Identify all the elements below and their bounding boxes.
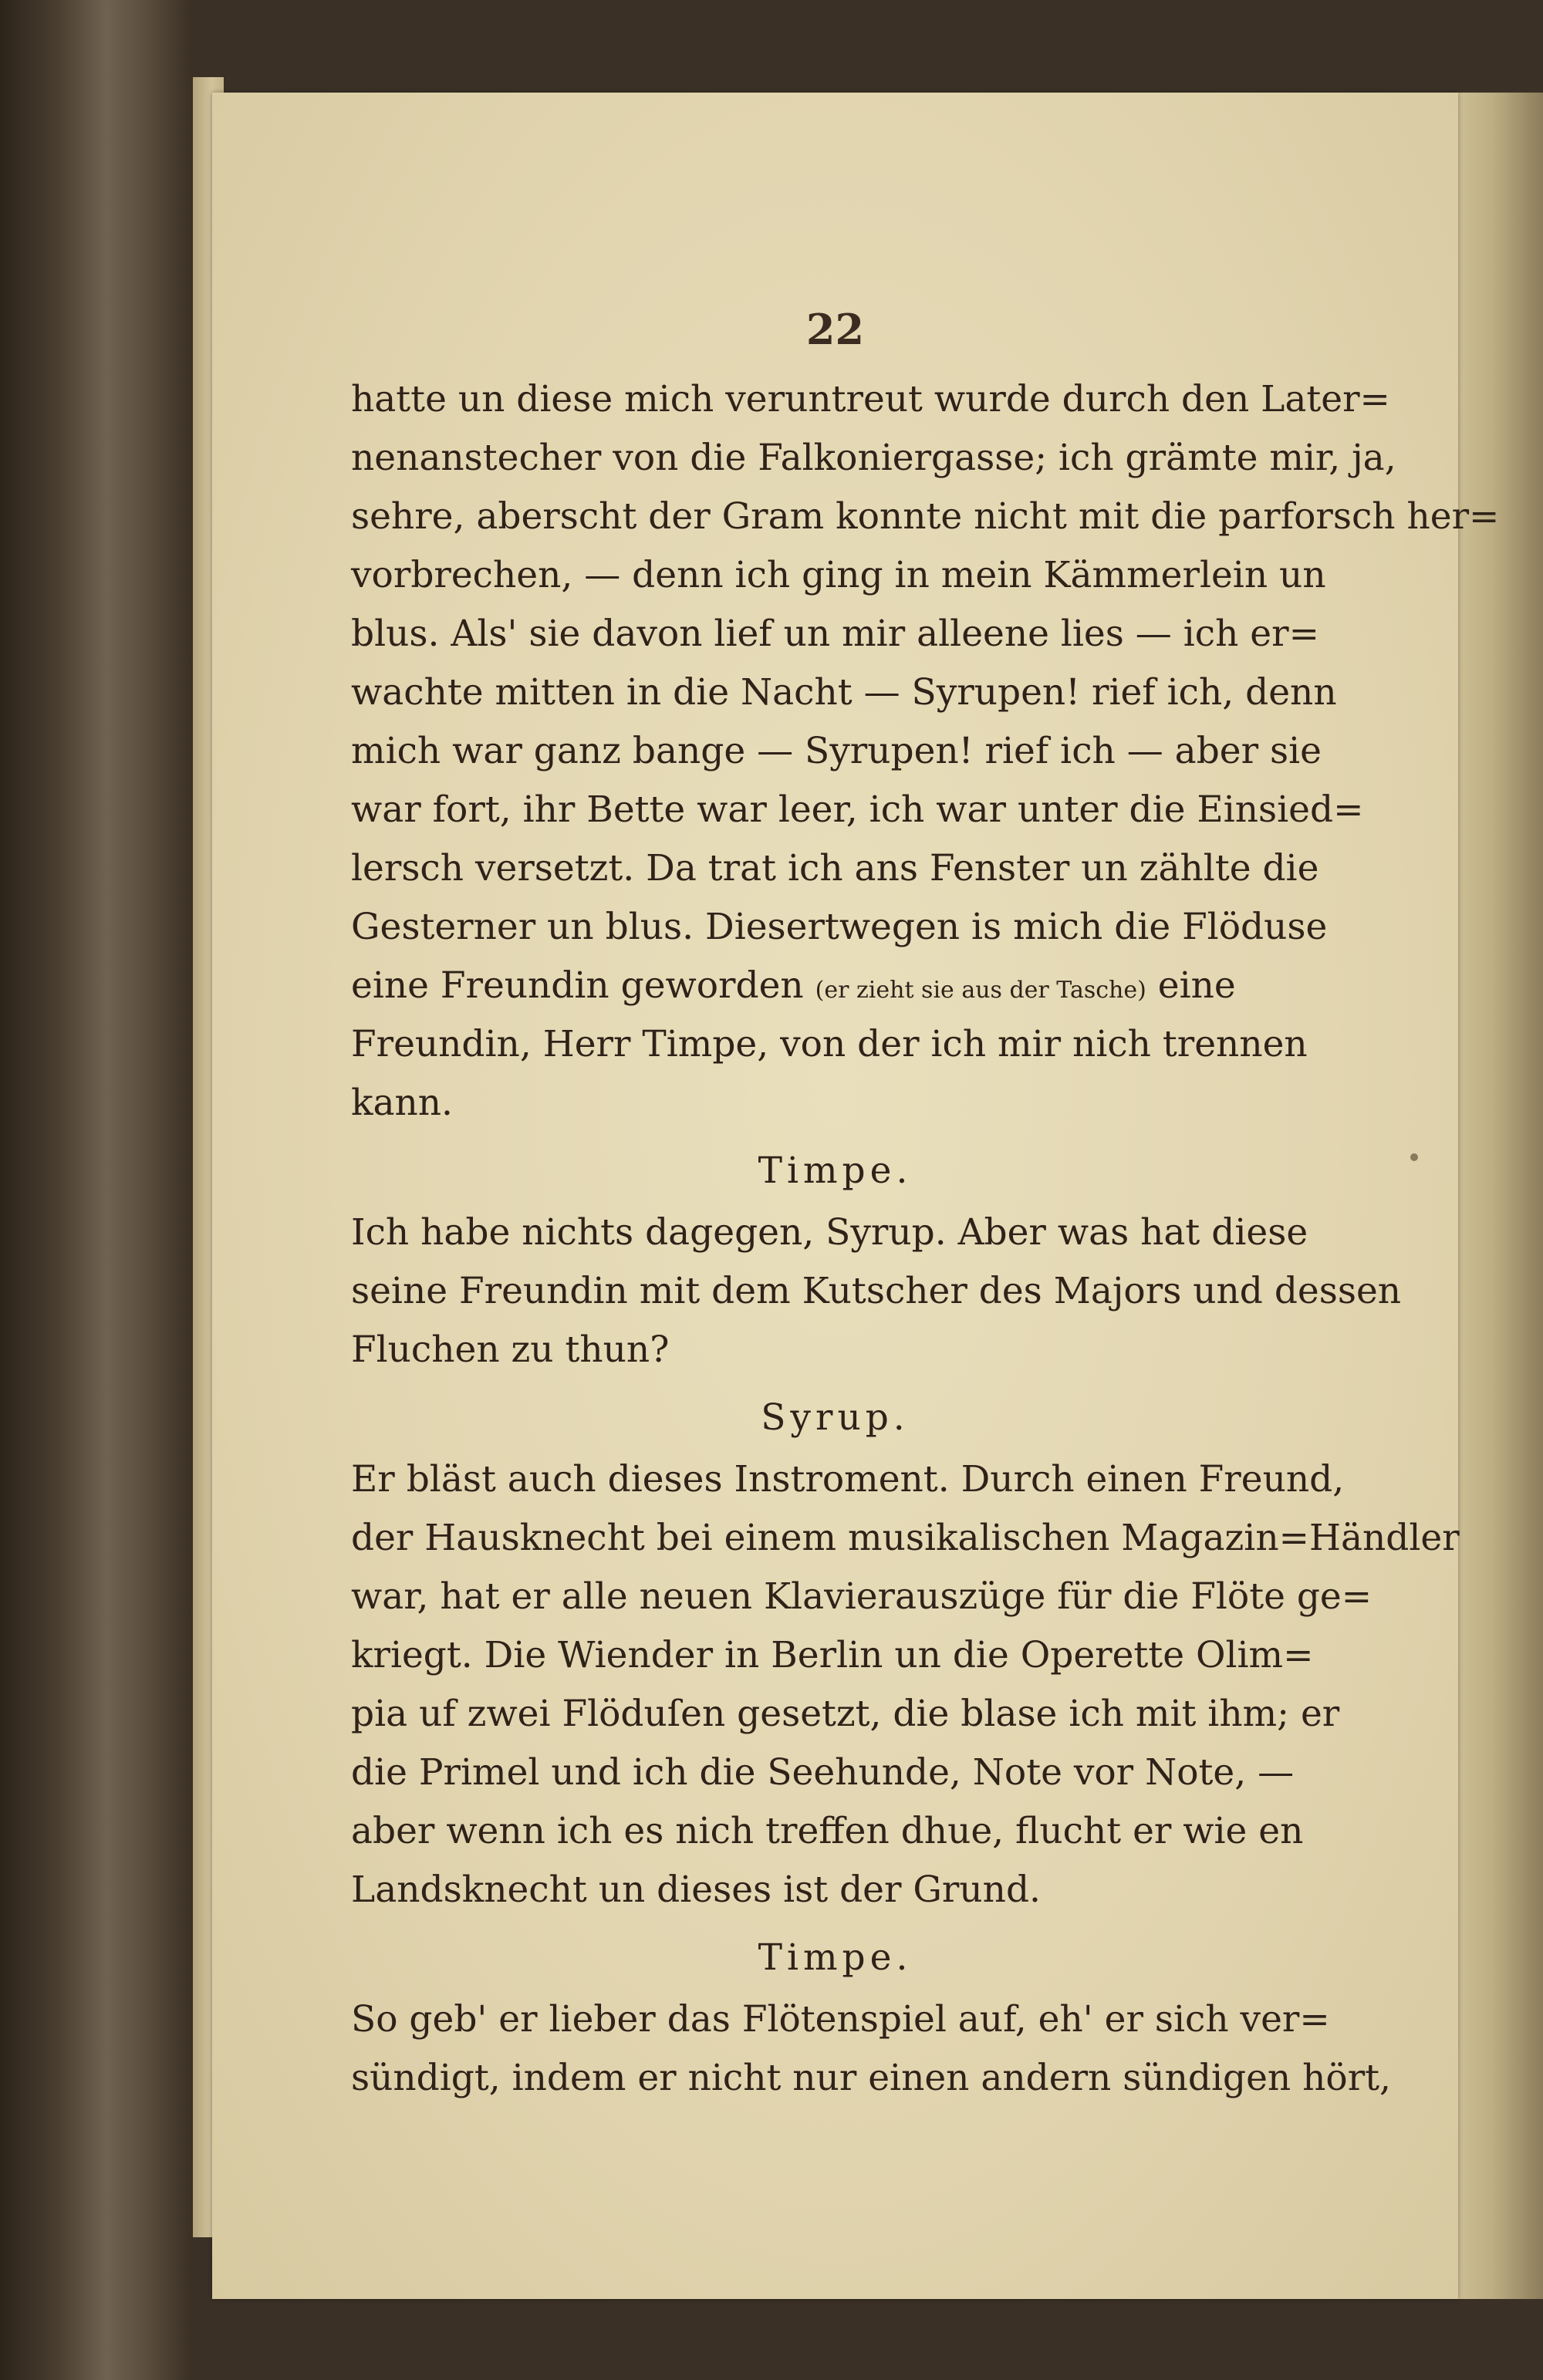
text-line: mich war ganz bange — Syrupen! rief ich — aber sie — [351, 730, 1322, 772]
book-spine — [0, 0, 193, 2380]
text-line-stage-direction — [351, 957, 1236, 1015]
text-line: sehre, aberscht der Gram konnte nicht mit die parforsch her= — [351, 495, 1500, 538]
page-number: 22 — [805, 305, 865, 354]
book-page — [212, 93, 1500, 2299]
text-line: Fluchen zu thun? — [351, 1328, 670, 1371]
text-line: wachte mitten in die Nacht — Syrupen! rief ich, denn — [351, 671, 1337, 714]
text-line: war fort, ihr Bette war leer, ich war unter die Einsied= — [351, 788, 1364, 831]
speaker-name-syrup: Syrup. — [761, 1396, 910, 1439]
text-segment: eine Freundin geworden — [351, 964, 815, 1007]
text-line: war, hat er alle neuen Klavierauszüge für die Flöte ge= — [351, 1575, 1372, 1618]
text-line: lersch versetzt. Da trat ich ans Fenster un zählte die — [351, 847, 1319, 890]
text-line: Landsknecht un dieses ist der Grund. — [351, 1869, 1041, 1911]
text-line: So geb' er lieber das Flötenspiel auf, eh' er sich ver= — [351, 1998, 1330, 2041]
paper-speck — [1410, 1153, 1418, 1161]
text-line: Ich habe nichts dagegen, Syrup. Aber was hat diese — [351, 1211, 1308, 1254]
text-line: die Primel und ich die Seehunde, Note vor Note, — — [351, 1751, 1295, 1794]
text-line: nenanstecher von die Falkoniergasse; ich grämte mir, ja, — [351, 437, 1396, 479]
speaker-name-timpe: Timpe. — [758, 1936, 913, 1979]
text-line: aber wenn ich es nich treffen dhue, flucht er wie en — [351, 1810, 1304, 1852]
text-segment: eine — [1146, 964, 1236, 1007]
text-line: Gesterner un blus. Diesertwegen is mich die Flöduse — [351, 906, 1328, 948]
text-line: blus. Als' sie davon lief un mir alleene lies — ich er= — [351, 613, 1319, 655]
text-line: pia uf zwei Flöduſen gesetzt, die blase ich mit ihm; er — [351, 1693, 1340, 1735]
speaker-name-timpe: Timpe. — [758, 1149, 913, 1192]
stage-direction: (er zieht sie aus der Tasche) — [815, 977, 1146, 1004]
text-line: seine Freundin mit dem Kutscher des Majors und dessen — [351, 1270, 1402, 1312]
text-line: hatte un diese mich veruntreut wurde durch den Later= — [351, 378, 1390, 420]
text-line: Freundin, Herr Timpe, von der ich mir nich trennen — [351, 1023, 1308, 1065]
text-line: sündigt, indem er nicht nur einen andern sündigen hört, — [351, 2057, 1391, 2099]
text-line: kann. — [351, 1082, 453, 1124]
text-line: der Hausknecht bei einem musikalischen Magazin=Händler — [351, 1517, 1460, 1559]
text-line: Er bläst auch dieses Instroment. Durch einen Freund, — [351, 1458, 1345, 1501]
text-line: vorbrechen, — denn ich ging in mein Kämmerlein un — [351, 554, 1326, 596]
page-stack-right — [1458, 93, 1543, 2299]
text-line: kriegt. Die Wiender in Berlin un die Operette Olim= — [351, 1634, 1314, 1676]
